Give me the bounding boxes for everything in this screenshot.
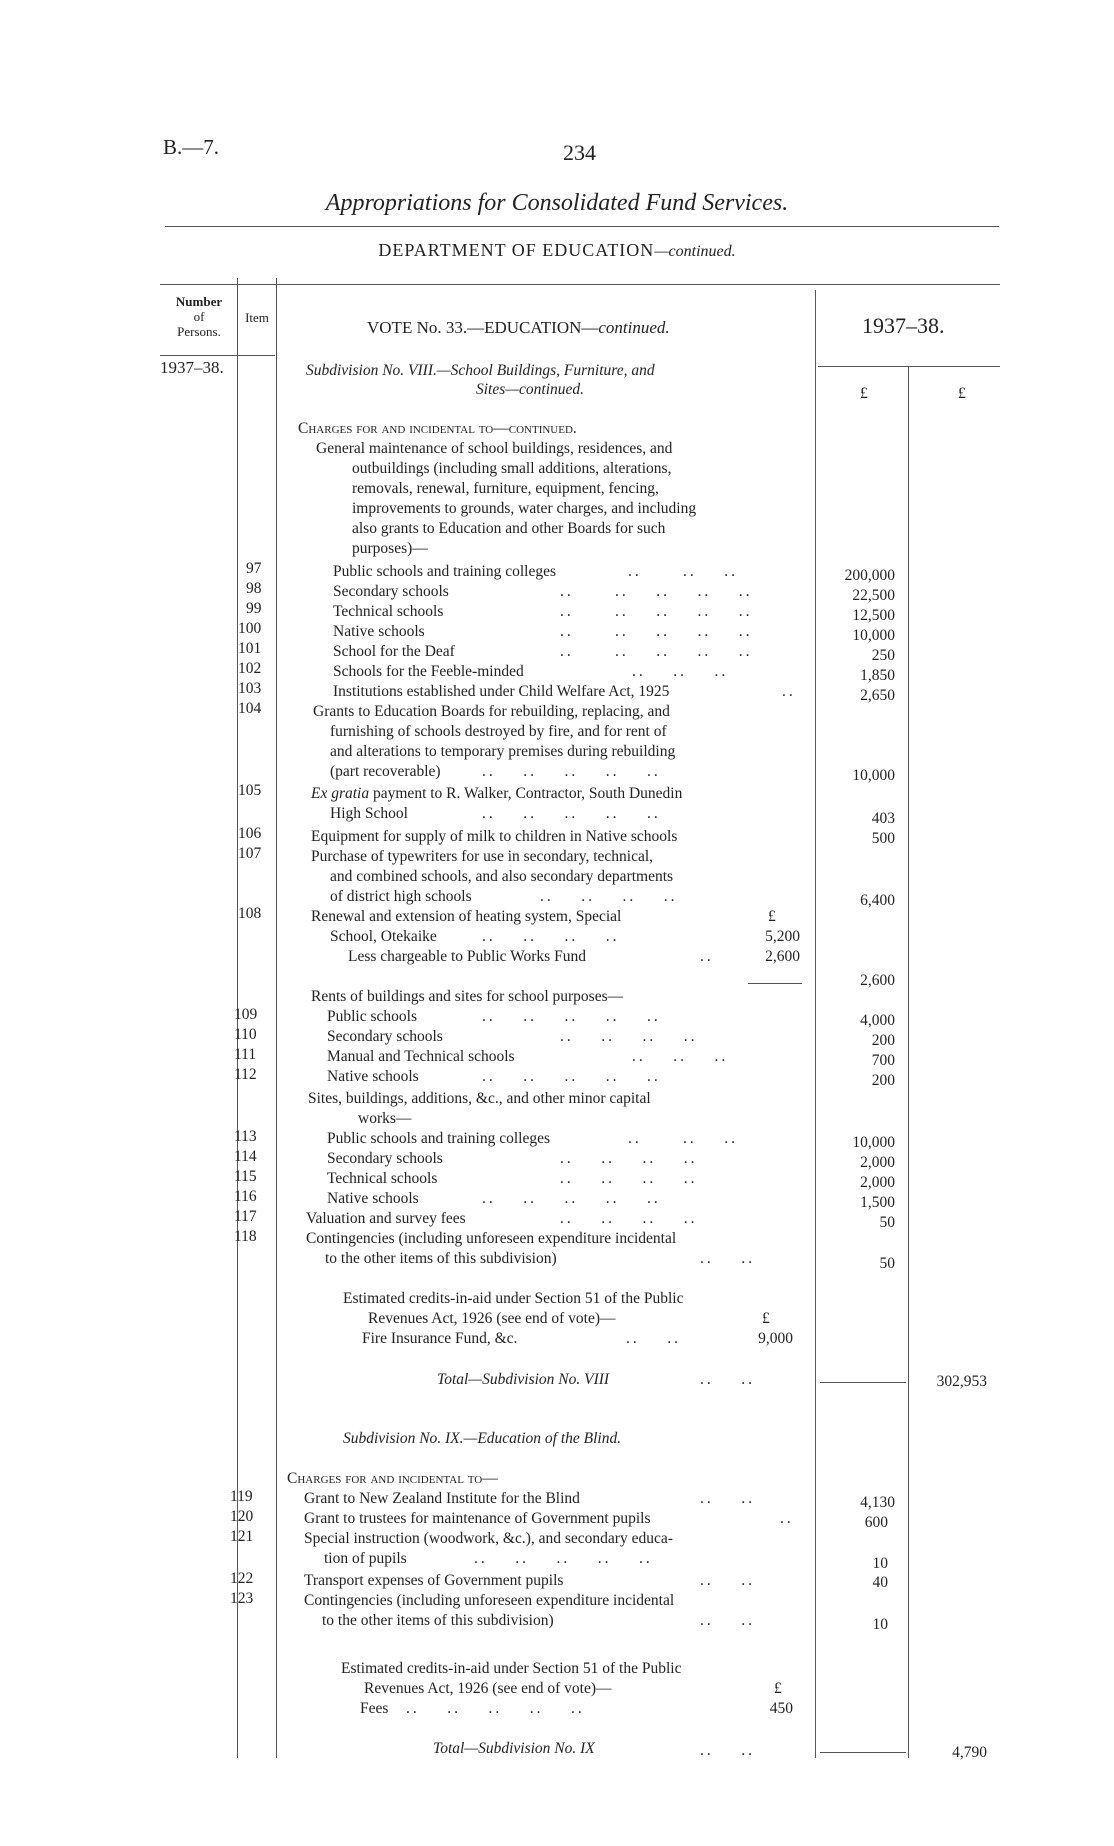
subdiv8-total-label: Total—Subdivision No. VIII: [437, 1371, 610, 1388]
subdiv9-total-amount: 4,790: [952, 1744, 987, 1761]
subdiv8-total-amount: 302,953: [936, 1373, 987, 1390]
subdiv9-charges: Charges for and incidental to—: [287, 1470, 498, 1487]
currency-right: £: [958, 385, 966, 402]
rents-heading: Rents of buildings and sites for school purposes—: [311, 988, 624, 1005]
maintenance-line: removals, renewal, furniture, equipment, fencing,: [352, 480, 659, 497]
document-reference: B.—7.: [163, 135, 220, 159]
total-col-rule: [908, 366, 909, 1758]
credits-note: Revenues Act, 1926 (see end of vote)—: [368, 1310, 616, 1327]
maintenance-line: also grants to Education and other Boards for such: [352, 520, 666, 537]
amount-col-rule: [815, 290, 816, 1758]
credits-item: Fire Insurance Fund, &c.: [362, 1330, 518, 1347]
page-title: Appropriations for Consolidated Fund Services.: [325, 190, 789, 216]
maintenance-line: improvements to grounds, water charges, and including: [352, 500, 697, 517]
subdiv9-total-label: Total—Subdivision No. IX: [433, 1740, 595, 1757]
year-header: 1937–38.: [862, 313, 945, 338]
maintenance-line: General maintenance of school buildings, residences, and: [316, 440, 673, 457]
persons-header: Number of Persons.: [175, 294, 223, 339]
credits-amount: 450: [769, 1700, 793, 1717]
department-heading: DEPARTMENT OF EDUCATION—continued.: [378, 240, 736, 260]
maintenance-line: outbuildings (including small additions, alterations,: [352, 460, 672, 477]
vote-title: VOTE No. 33.—EDUCATION—continued.: [367, 318, 670, 337]
credits-amount: 9,000: [758, 1330, 793, 1347]
credits-note: Revenues Act, 1926 (see end of vote)—: [364, 1680, 612, 1697]
item-header: Item: [245, 310, 269, 325]
item-col-rule: [276, 278, 277, 1758]
subdiv8-charges: Charges for and incidental to—continued.: [298, 420, 577, 437]
maintenance-line: purposes)—: [352, 540, 428, 557]
sites-heading: works—: [358, 1110, 412, 1127]
subdiv9-heading: Subdivision No. IX.—Education of the Blind.: [343, 1430, 622, 1447]
sites-heading: Sites, buildings, additions, &c., and other minor capital: [308, 1090, 651, 1107]
credits-note: Estimated credits-in-aid under Section 51 of the Public: [343, 1290, 684, 1307]
credits-note: Estimated credits-in-aid under Section 51 of the Public: [341, 1660, 682, 1677]
subdiv8-heading-1: Subdivision No. VIII.—School Buildings, Furniture, and: [306, 362, 655, 379]
credits-item: Fees: [360, 1700, 389, 1717]
currency-left: £: [860, 385, 868, 402]
title-rule: [165, 226, 999, 227]
persons-year: 1937–38.: [160, 358, 224, 377]
table-top-rule: [160, 284, 1000, 285]
subdiv8-heading-2: Sites—continued.: [476, 381, 585, 398]
year-rule: [818, 366, 1000, 367]
page-number: 234: [563, 140, 596, 165]
persons-rule: [160, 355, 275, 356]
